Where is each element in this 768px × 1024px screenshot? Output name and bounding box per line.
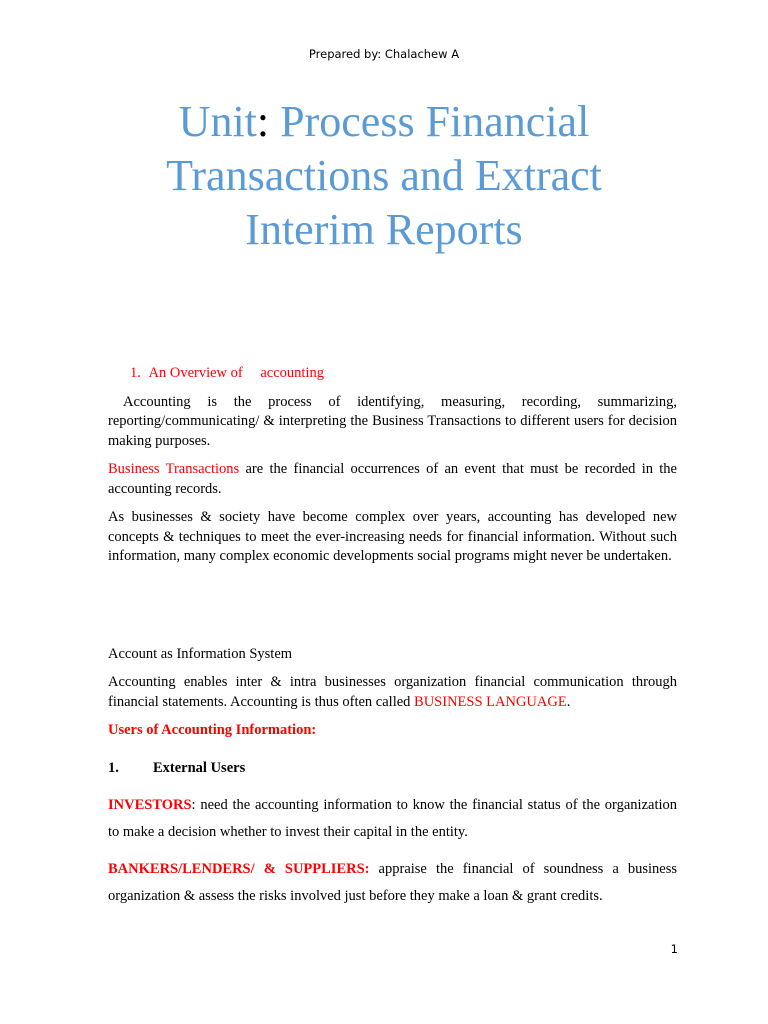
document-body (108, 364, 677, 910)
page-number: 1 (670, 942, 678, 956)
term-business-transactions: Business Transactions (108, 461, 240, 477)
title-text: Process Financial Transactions and Extract Interim Reports (166, 97, 602, 254)
investors-text: : need the accounting information to know the financial status of the organization to make a decision whether to invest their capital in the entity. (108, 797, 677, 840)
investors-label: INVESTORS (108, 797, 192, 813)
business-language-highlight: BUSINESS LANGUAGE (414, 693, 567, 710)
paragraph-definition: Accounting is the process of identifying, measuring, recording, summarizing, reporting/communicating/ & interpreting the Business Transactions to different users for decision making purposes. (108, 393, 677, 449)
paragraph-bankers (108, 856, 677, 910)
title-colon: : (256, 97, 270, 146)
info-system-text-end: . (566, 693, 571, 710)
section-number: 1. (130, 365, 141, 381)
section-heading-accounting: accounting (260, 365, 324, 381)
users-heading: Users of Accounting Information: (108, 722, 317, 738)
bankers-label: BANKERS/LENDERS/ & SUPPLIERS: (108, 861, 370, 877)
info-system-text: Accounting enables inter & intra businesses organization financial communication through financial statements. Accounting is thus often called (108, 674, 677, 710)
info-system-heading: Account as Information System (108, 645, 293, 662)
bankers-text: appraise the financial of soundness a business organization & assess the risks involved just before they make a loan & grant credits. (108, 861, 678, 904)
paragraph-business-transactions (108, 460, 677, 499)
external-users-heading (108, 759, 677, 779)
page-header: Prepared by: Chalachew A (308, 47, 460, 61)
section-heading (108, 364, 677, 384)
section-heading-text: An Overview of (148, 365, 243, 381)
external-users-number: 1. (108, 759, 119, 776)
paragraph-investors (108, 792, 677, 846)
paragraph-complexity: As businesses & society have become complex over years, accounting has developed new concepts & techniques to meet the ever-increasing needs for financial information. Without such information, many complex economic developments social programs might never be undertaken. (108, 509, 677, 564)
external-users-label: External Users (153, 759, 246, 776)
paragraph-business-transactions-text: are the financial occurrences of an event that must be recorded in the accounting records. (108, 461, 677, 497)
document-title (120, 95, 648, 257)
title-unit: Unit (178, 97, 257, 146)
paragraph-info-system (108, 673, 677, 712)
